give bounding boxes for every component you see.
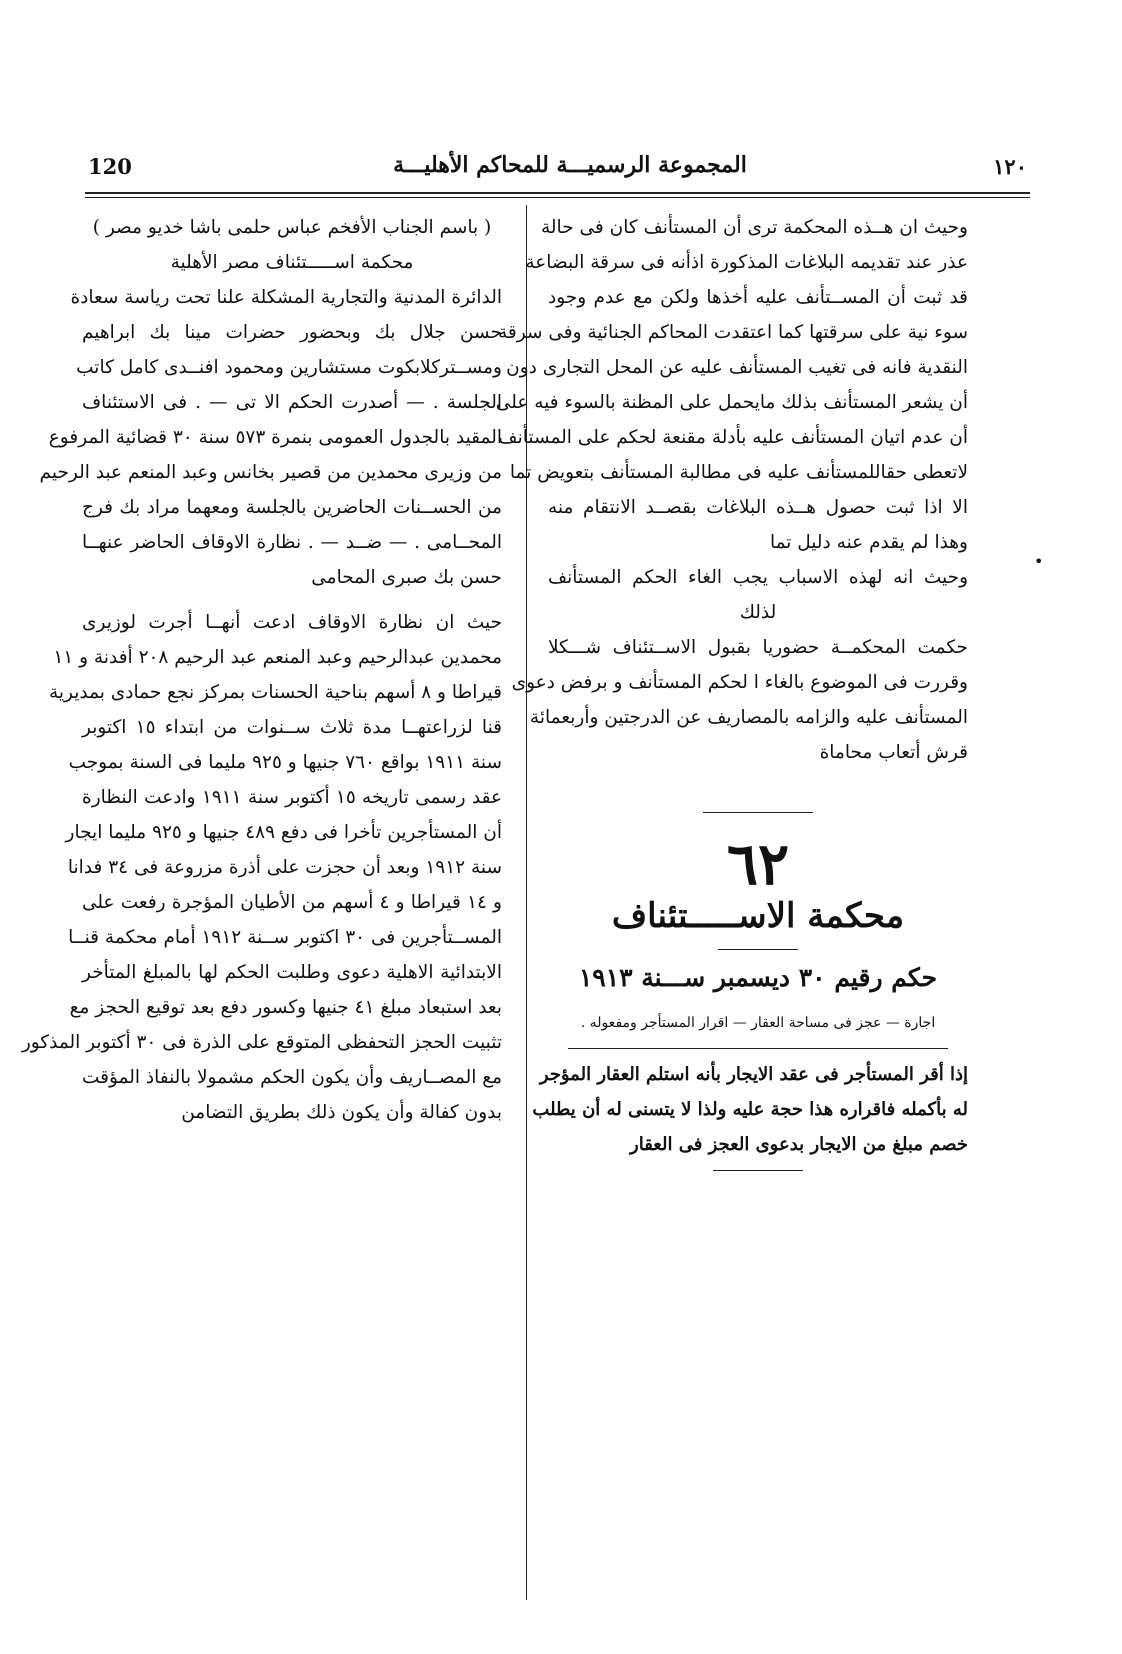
text-line: لاتعطى حقاللمستأنف عليه فى مطالبة المستأنف بتعويض تما bbox=[509, 462, 968, 483]
left-column bbox=[21, 210, 502, 1130]
page-number-latin: 120 bbox=[88, 154, 132, 179]
section-divider bbox=[703, 812, 813, 813]
text-line: النقدية فانه فى تغيب المستأنف عليه عن المحل التجارى دون bbox=[506, 357, 968, 378]
text-line: سنة ١٩١٢ وبعد أن حجزت على أذرة مزروعة فى ٣٤ فدانا bbox=[67, 857, 502, 878]
margin-bullet: • bbox=[1034, 552, 1044, 571]
text-line: الدائرة المدنية والتجارية المشكلة علنا تحت رياسة سعادة bbox=[70, 287, 502, 308]
text-line: الا اذا ثبت حصول هــذه البلاغات بقصــد الانتقام منه bbox=[548, 497, 968, 518]
text-line: أن المستأجرين تأخرا فى دفع ٤٨٩ جنيها و ٩٢٥ مليما ايجار bbox=[65, 822, 502, 843]
text-line: وهذا لم يقدم عنه دليل تما bbox=[769, 532, 968, 553]
court-title: محكمة الاســـــتئناف bbox=[611, 896, 905, 936]
page-number-arabic: ١٢٠ bbox=[993, 154, 1027, 179]
text-line: حيث ان نظارة الاوقاف ادعت أنهــا أجرت لوزيرى bbox=[82, 612, 502, 633]
paragraph-facts bbox=[21, 605, 502, 1130]
text-line: الجلسة . — أصدرت الحكم الا تى — . فى الاستئناف bbox=[82, 392, 502, 413]
page-header bbox=[80, 148, 1035, 188]
invocation: ( باسم الجناب الأفخم عباس حلمى باشا خديو مصر ) bbox=[92, 217, 492, 238]
court-name: محكمة اســـــتئناف مصر الأهلية bbox=[170, 252, 414, 273]
text-line: محمدين عبدالرحيم وعبد المنعم عبد الرحيم ٢٠٨ أفدنة و ١١ bbox=[53, 647, 502, 668]
text-line: سوء نية على سرقتها كما اعتقدت المحاكم الجنائية وفى سرقة bbox=[497, 322, 968, 343]
text-line: خصم مبلغ من الايجار بدعوى العجز فى العقار bbox=[630, 1134, 968, 1155]
text-line: من الحســنات الحاضرين بالجلسة ومعهما مراد بك فرج bbox=[82, 497, 502, 518]
text-line: المقيد بالجدول العمومى بنمرة ٥٧٣ سنة ٣٠ قضائية المرفوع bbox=[48, 427, 502, 448]
text-line: المستأنف عليه والزامه بالمصاريف عن الدرجتين وأربعمائة bbox=[529, 707, 968, 728]
principle-divider bbox=[713, 1170, 803, 1171]
text-line: ومســتركلابكوت مستشارين ومحمود افنــدى كامل كاتب bbox=[76, 357, 502, 378]
text-line: أن عدم اتيان المستأنف عليه بأدلة مقنعة لحكم على المستأنف bbox=[498, 427, 968, 448]
case-number: ٦٢ bbox=[726, 830, 790, 898]
text-line: الابتدائية الاهلية دعوى وطلبت الحكم لها بالمبلغ المتأخر bbox=[82, 962, 502, 983]
running-title: المجموعة الرسميـــة للمحاكم الأهليـــة bbox=[393, 152, 747, 178]
text-line: حسن بك صبرى المحامى bbox=[311, 567, 502, 588]
text-line: بعد استبعاد مبلغ ٤١ جنيها وكسور دفع بعد توقيع الحجز مع bbox=[69, 997, 502, 1018]
text-line: مع المصــاريف وأن يكون الحكم مشمولا بالنفاذ المؤقت bbox=[81, 1067, 502, 1088]
text-line: وحيث ان هــذه المحكمة ترى أن المستأنف كان فى حالة bbox=[541, 217, 968, 238]
text-line: أن يشعر المستأنف بذلك مايحمل على المظنة بالسوء فيه على bbox=[495, 392, 968, 413]
paragraph-conclusion bbox=[548, 560, 968, 630]
text-line: قيراطا و ٨ أسهم بناحية الحسنات بمركز نجع حمادى بمديرية bbox=[48, 682, 502, 703]
text-line: عقد رسمى تاريخه ١٥ أكتوبر سنة ١٩١١ وادعت النظارة bbox=[82, 787, 502, 808]
text-line: من وزيرى محمدين من قصير بخانس وعبد المنعم عبد الرحيم bbox=[39, 462, 502, 483]
text-line: قد ثبت أن المســتأنف عليه أخذها ولكن مع عدم وجود bbox=[548, 287, 968, 308]
header-rule-thin bbox=[85, 197, 1030, 198]
text-line: قرش أتعاب محاماة bbox=[819, 742, 968, 763]
legal-principle bbox=[532, 1057, 968, 1162]
therefore-heading: لذلك bbox=[739, 602, 777, 623]
text-line: وحيث انه لهذه الاسباب يجب الغاء الحكم المستأنف bbox=[548, 567, 968, 588]
text-line: حسن جلال بك وبحضور حضرات مينا بك ابراهيم bbox=[82, 322, 502, 343]
text-line: وقررت فى الموضوع بالغاء ا لحكم المستأنف و برفض دعوى bbox=[511, 672, 968, 693]
text-line: سنة ١٩١١ بواقع ٧٦٠ جنيها و ٩٢٥ مليما فى السنة بموجب bbox=[68, 752, 502, 773]
text-line: المســتأجرين فى ٣٠ اكتوبر ســنة ١٩١٢ أمام محكمة قنــا bbox=[68, 927, 502, 948]
ruling-date: حكم رقيم ٣٠ ديسمبر ســـنة ١٩١٣ bbox=[578, 963, 938, 992]
text-line: حكمت المحكمــة حضوريا بقبول الاســتئناف شـــكلا bbox=[548, 637, 968, 658]
header-rule bbox=[85, 192, 1030, 194]
paragraph-reasoning bbox=[495, 210, 968, 560]
judgment-paragraph bbox=[511, 630, 968, 770]
keywords-divider bbox=[568, 1048, 948, 1049]
keywords-line: اجارة — عجز فى مساحة العقار — اقرار المستأجر ومفعوله . bbox=[580, 1015, 936, 1031]
title-divider bbox=[718, 949, 798, 950]
text-line: إذا أقر المستأجر فى عقد الايجار بأنه استلم العقار المؤجر bbox=[539, 1064, 968, 1085]
right-column bbox=[495, 210, 968, 1171]
text-line: عذر عند تقديمه البلاغات المذكورة اذأنه فى سرقة البضاعة bbox=[525, 252, 968, 273]
text-line: و ١٤ قيراطا و ٤ أسهم من الأطيان المؤجرة رفعت على bbox=[82, 892, 502, 913]
paragraph-bench bbox=[39, 280, 502, 595]
text-line: له بأكمله فاقراره هذا حجة عليه ولذا لا يتسنى له أن يطلب bbox=[532, 1099, 968, 1120]
text-line: بدون كفالة وأن يكون ذلك بطريق التضامن bbox=[181, 1102, 502, 1123]
text-line: تثبيت الحجز التحفظى المتوقع على الذرة فى ٣٠ أكتوبر المذكور bbox=[21, 1032, 502, 1053]
text-line: قنا لزراعتهــا مدة ثلاث ســنوات من ابتداء ١٥ اكتوبر bbox=[82, 717, 502, 738]
text-line: المحــامى . — ضــد — . نظارة الاوقاف الحاضر عنهــا bbox=[82, 532, 502, 553]
